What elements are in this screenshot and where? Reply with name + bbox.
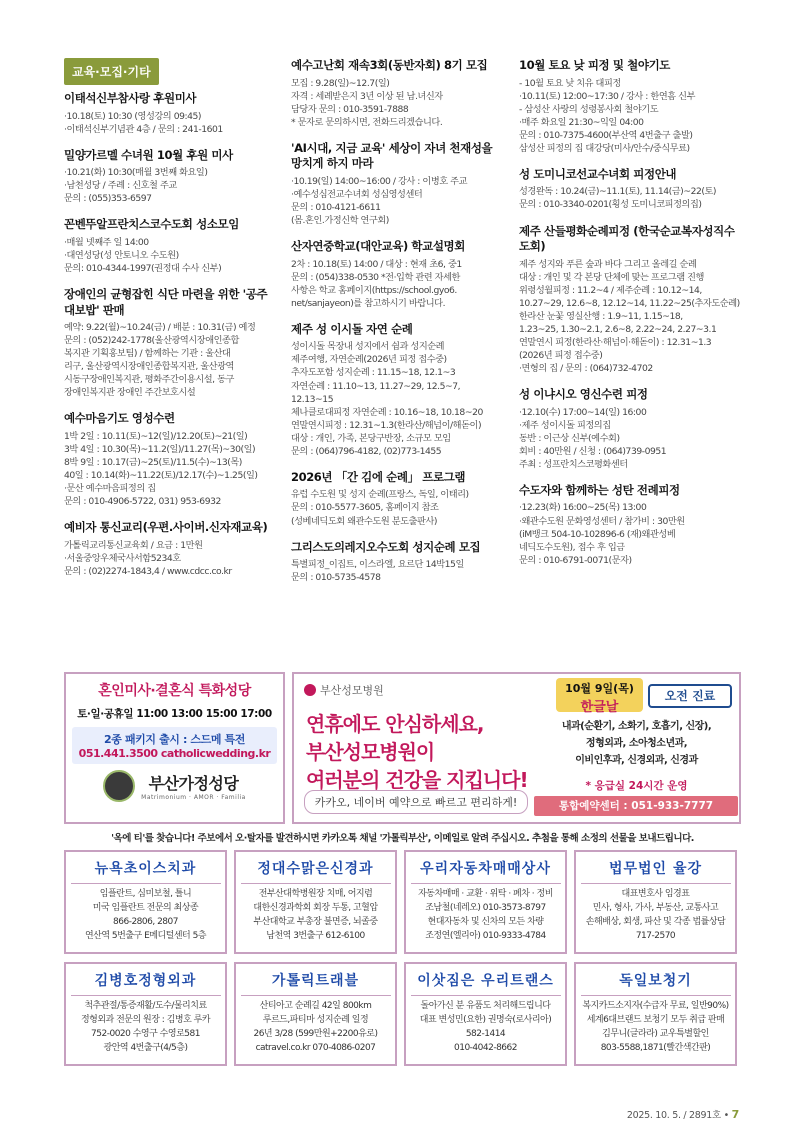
article-line: (2026년 피정 접수중) — [519, 350, 603, 361]
hospital-dept-line: 정형외과, 소아청소년과, — [585, 738, 688, 749]
article-line: ·10.11(토) 12:00~17:30 / 강사 : 한연흠 신부 — [519, 90, 696, 102]
hospital-call-center[interactable]: 통합예약센터 : 051-933-7777 — [534, 796, 738, 816]
business-ad-card[interactable] — [234, 962, 397, 1066]
article — [291, 141, 503, 227]
business-info — [406, 888, 565, 944]
business-ad-card[interactable] — [64, 850, 227, 954]
article — [64, 287, 278, 399]
article-line: ·면형의 집 / 문의 : (064)732-4702 — [519, 363, 653, 375]
article-line: 대상 : 개인 및 각 본당 단체에 맞는 프로그램 진행 — [519, 271, 704, 283]
article-line: (성베네딕도회 왜관수도원 분도출판사) — [291, 515, 438, 527]
article-title: 성 이냐시오 영신수련 피정 — [519, 387, 648, 402]
article — [291, 540, 503, 585]
business-info-line: 민사, 형사, 가사, 부동산, 교통사고 — [592, 902, 719, 913]
business-info-line: 대한신경과학회 회장 두통, 고혈압 — [253, 902, 378, 913]
hospital-dept-line: 내과(순환기, 소화기, 호흡기, 신장), — [561, 721, 712, 732]
article-line: ·왜관수도원 문화영성센터 / 참가비 : 30만원 — [519, 515, 685, 527]
article-line: ·제주 성이시돌 피정의집 — [519, 419, 611, 431]
business-info-line: 임플란트, 심미보철, 틀니 — [99, 889, 192, 899]
article-line: 성경완독 : 10.24(금)~11.1(토), 11.14(금)~22(토) — [519, 186, 717, 198]
business-info — [66, 888, 225, 944]
article-title: 'AI시대, 지금 교육' 세상이 자녀 천재성을 망치게 하지 마라 — [291, 140, 493, 171]
article — [519, 224, 741, 376]
article-line: ·문산 예수마음피정의 집 — [64, 483, 156, 495]
business-info-line: 복지카드소지자(수급자 무료, 일반90%) — [582, 1001, 729, 1011]
article-title: 제주 성 이시돌 자연 순례 — [291, 321, 413, 336]
page-footer — [627, 1107, 739, 1121]
business-info-line: 정형외과 전문의 원장 : 김병호 루카 — [80, 1014, 211, 1025]
business-info — [236, 1000, 395, 1056]
business-info-line: 전부산대학병원장 치매, 어지럼 — [258, 889, 373, 899]
business-info — [66, 1000, 225, 1056]
article — [519, 387, 741, 471]
business-name: 뉴욕초이스치과 — [94, 861, 197, 877]
hospital-logo — [304, 682, 384, 698]
article-title: 장애인의 균형잡힌 식단 마련을 위한 '공주 대보밥' 판매 — [64, 287, 268, 317]
article-line: 문의 : (055)353-6597 — [64, 193, 152, 205]
article-title: 꼰벤뚜알프란치스코수도회 성소모임 — [64, 217, 239, 232]
article-line: 회비 : 40만원 / 신청 : (064)739-0951 — [519, 445, 667, 457]
business-info-line: 대표변호사 임경표 — [621, 889, 690, 899]
article-line: 문의: 010-4344-1997(권정대 수사 신부) — [64, 262, 222, 274]
business-name: 김병호정형외과 — [94, 973, 197, 989]
business-info-line: 미국 임플란트 전문의 최상종 — [92, 902, 199, 913]
typo-notice: '옥에 티'를 찾습니다! 주보에서 오·탈자를 발견하시면 카카오톡 채널 '가톨릭부산', 이메일로 알려 주십시오. 추첨을 통해 소정의 선물을 보내드립니다. — [111, 833, 694, 844]
business-info-line: 연산역 5번출구 E메디털센터 5층 — [84, 930, 207, 941]
article-line: 유럽 수도원 및 성지 순례(프랑스, 독일, 이태리) — [291, 489, 469, 501]
article-title: 예수마음기도 영성수련 — [64, 411, 175, 426]
article-line: 추자도포함 성지순례 : 11.15~18, 12.1~3 — [291, 367, 456, 379]
article — [519, 483, 741, 567]
hospital-ad[interactable] — [292, 672, 741, 824]
business-name: 우리자동차매매상사 — [420, 861, 551, 877]
hospital-date-badge — [556, 678, 643, 715]
business-info-line: 산티아고 순례길 42일 800km — [259, 1001, 372, 1011]
business-info-line: 손해배상, 회생, 파산 및 각종 법률상담 — [585, 916, 726, 927]
business-info-line: 803-5588,1871(빨간색간판) — [600, 1042, 711, 1053]
article — [64, 520, 278, 578]
article-line: 1.23~25, 1.30~2.1, 2.6~8, 2.22~24, 2.27~3.1 — [519, 323, 717, 335]
wedding-ad-brand-sub: Matrimonium · AMOR · Familia — [141, 794, 246, 801]
business-info — [576, 888, 735, 944]
divider — [71, 995, 221, 996]
wedding-ad-contact: 051.441.3500 catholicwedding.kr — [78, 747, 271, 760]
article-line: ·이태석신부기념관 4층 / 문의 : 241-1601 — [64, 123, 223, 135]
business-ad-card[interactable] — [234, 850, 397, 954]
article-line: 문의 : (054)338-0530 *전·입학 관련 자세한 — [291, 271, 460, 283]
wedding-ad-promo-box — [72, 727, 277, 764]
article-line: 문의 : 010-5735-4578 — [291, 572, 381, 584]
article-line: 담당자 문의 : 010-3591-7888 — [291, 103, 409, 115]
article-line: 한라산 눈꽃 영실산행 : 1.9~11, 1.15~18, — [519, 310, 683, 322]
article-line: (몸.혼인.가정신학 연구회) — [291, 214, 389, 226]
business-ad-card[interactable] — [404, 962, 567, 1066]
article — [291, 58, 503, 129]
hospital-logo-text: 부산성모병원 — [320, 684, 384, 697]
hospital-headline-3: 여러분의 건강을 지킵니다! — [306, 768, 528, 792]
business-info-line: 582-1414 — [465, 1028, 506, 1039]
article-line: 3박 4일 : 10.30(목)~11.2(일)/11.27(목)~30(일) — [64, 444, 256, 456]
article-line: 문의 : 010-6791-0071(문자) — [519, 554, 632, 566]
business-info-line: 010-4042-8662 — [454, 1042, 517, 1053]
article-line: 사항은 학교 홈페이지(https://school.gyo6. — [291, 284, 457, 296]
article-line: ·10.21(화) 10:30(매월 3번째 화요일) — [64, 167, 208, 179]
wedding-ad-title: 혼인미사·결혼식 특화성당 — [98, 683, 251, 699]
article-title: 예비자 통신교리(우편.사이버.신자재교육) — [64, 520, 268, 535]
article-line: 동반 : 이근상 신부(예수회) — [519, 432, 620, 444]
article-line: ·12.23(화) 16:00~25(목) 13:00 — [519, 502, 647, 514]
business-name: 독일보청기 — [619, 973, 692, 989]
article-title: 산자연중학교(대안교육) 학교설명회 — [291, 239, 465, 254]
article-line: 주최 : 성프란치스코평화센터 — [519, 458, 628, 470]
article-line: ·10.19(일) 14:00~16:00 / 강사 : 이병호 주교 — [291, 175, 468, 187]
article-line: * 문자로 문의하시면, 전화드리겠습니다. — [291, 116, 443, 128]
article-line: ·12.10(수) 17:00~14(일) 16:00 — [519, 406, 647, 418]
wedding-ad[interactable] — [64, 672, 285, 824]
column-3 — [519, 58, 741, 579]
divider — [581, 995, 731, 996]
business-info-line: 척추관절/통증재활/도수/물리치료 — [84, 1001, 207, 1011]
business-info-line: 세계6대브랜드 보청기 모두 취급 판매 — [586, 1014, 725, 1025]
business-name: 이삿짐은 우리트랜스 — [417, 973, 554, 989]
article — [64, 217, 278, 275]
article-line: 자연순례 : 11.10~13, 11.27~29, 12.5~7, 12.13~15 — [291, 380, 461, 405]
article-line: 1박 2일 : 10.11(토)~12(일)/12.20(토)~21(일) — [64, 430, 248, 442]
business-ad-card[interactable] — [574, 962, 737, 1066]
hospital-date: 10월 9일(목) — [565, 682, 634, 695]
business-info-line: 돌아가신 분 유품도 처리해드립니다 — [420, 1001, 551, 1011]
article-line: 연말연시 피정(한라산·해넘이·해돋이) : 12.31~1.3 — [519, 336, 712, 348]
business-ad-card[interactable] — [64, 962, 227, 1066]
article-title: 2026년 「간 김에 순례」 프로그램 — [291, 469, 466, 484]
divider — [411, 995, 561, 996]
article-line: 문의 : (052)242-1778(울산광역시장애인종합 — [64, 335, 239, 347]
article-line: 대상 : 개인, 가족, 본당구반장, 소규모 모임 — [291, 432, 451, 444]
article-line: ·서울중앙우체국사서함5234호 — [64, 552, 181, 564]
business-ad-card[interactable] — [574, 850, 737, 954]
article-line: 문의 : 010-4906-5722, 031) 953-6932 — [64, 496, 221, 508]
article-line: ·매주 화요일 21:30~익일 04:00 — [519, 116, 644, 128]
article-line: ·남천성당 / 주례 : 신호철 주교 — [64, 180, 177, 192]
article-line: 위령성월피정 : 11.2~4 / 제주순례 : 10.12~14, — [519, 284, 702, 296]
article-line: 복지관 기획홍보팀) / 함께하는 기관 : 울산대 — [64, 348, 231, 360]
hospital-reserve-note: 카카오, 네이버 예약으로 빠르고 편리하게! — [304, 790, 528, 814]
wedding-ad-promo: 2종 패키지 출시 : 스드메 특전 — [104, 733, 245, 746]
business-info-line: 26년 3/28 (599만원+2200유로) — [253, 1028, 378, 1039]
column-1 — [64, 58, 278, 590]
business-info-line: 남천역 3번출구 612-6100 — [266, 930, 365, 941]
article-line: 문의 : 010-4121-6611 — [291, 201, 381, 213]
article-title: 밀양가르멜 수녀원 10월 후원 미사 — [64, 147, 233, 162]
issue-date: 2025. 10. 5. / 2891호 • — [626, 1110, 729, 1121]
col1-articles — [64, 91, 278, 578]
article-line: 2차 : 10.18(토) 14:00 / 대상 : 현재 초6, 중1 — [291, 258, 462, 270]
article-line: 삼성산 피정의 집 대강당(미사/안수/중식무료) — [519, 142, 690, 154]
col3-articles — [519, 58, 741, 567]
article-line: 문의 : (064)796-4182, (02)773-1455 — [291, 445, 442, 457]
article — [64, 148, 278, 206]
article — [519, 167, 741, 212]
article-title: 수도자와 함께하는 성탄 전례피정 — [519, 482, 680, 497]
article-line: 모집 : 9.28(일)~12.7(일) — [291, 77, 390, 89]
article-line: 문의 : 010-5577-3605, 홈페이지 참조 — [291, 502, 439, 514]
section-tag: 교육·모집·기타 — [64, 58, 159, 85]
business-info-line: 752-0020 수영구 수영로581 — [91, 1028, 200, 1039]
hospital-departments — [534, 718, 739, 769]
divider — [241, 883, 391, 884]
article-line: 자격 : 세례받은지 3년 이상 된 남.녀신자 — [291, 90, 443, 102]
business-info-line: 조정연(엘리아) 010-9333-4784 — [425, 930, 546, 941]
article — [291, 470, 503, 528]
hospital-emergency: * 응급실 24시간 운영 — [585, 780, 688, 792]
business-name: 가톨릭트래블 — [271, 973, 360, 989]
article — [64, 91, 278, 136]
hospital-dept-line: 이비인후과, 신경외과, 신경과 — [575, 755, 698, 766]
article-line: (iM뱅크 504-10-102896-6 (재)왜관성베 — [519, 528, 676, 540]
hospital-am-badge: 오전 진료 — [648, 684, 732, 708]
business-ad-card[interactable] — [404, 850, 567, 954]
article-line: 문의 : (02)2274-1843,4 / www.cdcc.co.kr — [64, 565, 232, 577]
article-title: 이태석신부참사랑 후원미사 — [64, 91, 197, 105]
article-line: 가톨릭교리통신교육회 / 요금 : 1만원 — [64, 539, 203, 551]
page-number: 7 — [731, 1108, 739, 1121]
hospital-mark-icon — [304, 684, 316, 696]
article-line: net/sanjayeon)를 참고하시기 바랍니다. — [291, 297, 446, 309]
article-title: 예수고난회 재속3회(동반자회) 8기 모집 — [291, 58, 488, 72]
business-info-line: catravel.co.kr 070-4086-0207 — [255, 1042, 376, 1053]
business-info-line: 717-2570 — [635, 930, 676, 941]
article — [291, 239, 503, 310]
article-line: 문의 : 010-7375-4600(부산역 4번출구 출발) — [519, 129, 693, 141]
article-line: ·매월 넷째주 일 14:00 — [64, 236, 149, 248]
hospital-headline-2: 부산성모병원이 — [306, 740, 435, 764]
hospital-headline-1: 연휴에도 안심하세요, — [306, 712, 484, 736]
business-info-line: 루르드,파티마 성지순례 일정 — [262, 1014, 369, 1025]
business-info — [236, 888, 395, 944]
article — [291, 322, 503, 458]
business-info — [576, 1000, 735, 1056]
divider — [71, 883, 221, 884]
business-info-line: 조남철(네레오) 010-3573-8797 — [425, 902, 546, 913]
business-info-line: 광안역 4번출구(4/5층) — [103, 1042, 188, 1053]
article-line: 제주 성지와 푸른 숲과 바다 그리고 올레길 순례 — [519, 258, 697, 270]
article-line: ·10.18(토) 10:30 (영성강의 09:45) — [64, 110, 202, 122]
article-line: - 10월 토요 낮 치유 대피정 — [519, 77, 621, 89]
church-emblem-icon — [103, 770, 135, 802]
article-line: ·대연성당(성 안토니오 수도원) — [64, 249, 179, 261]
col2-articles — [291, 58, 503, 584]
hospital-holiday: 한글날 — [580, 700, 619, 715]
article-line: 네딕도수도원), 접수 후 입금 — [519, 541, 625, 553]
business-name: 정대수맑은신경과 — [257, 861, 374, 877]
business-info-line: 김무니(글라라) 교우특별할인 — [602, 1028, 709, 1039]
article-title: 제주 산들평화순례피정 (한국순교복자성직수도회) — [519, 223, 735, 254]
divider — [411, 883, 561, 884]
article-line: 체나클로대피정 자연순례 : 10.16~18, 10.18~20 — [291, 406, 483, 418]
article-line: 특별피정_이집트, 이스라엘, 요르단 14박15일 — [291, 559, 464, 571]
article-title: 그리스도의레지오수도회 성지순례 모집 — [291, 539, 481, 554]
business-name: 법무법인 율강 — [608, 861, 703, 877]
wedding-ad-logo — [72, 770, 277, 802]
business-info — [406, 1000, 565, 1056]
article-line: 장애인복지관 장애인 주간보호시설 — [64, 387, 196, 399]
wedding-ad-brand: 부산가정성당 — [148, 774, 239, 793]
article-line: 40일 : 10.14(화)~11.22(토)/12.17(수)~1.25(일) — [64, 470, 258, 482]
article-line: 성이시돌 목장내 성지에서 쉼과 성지순례 — [291, 341, 445, 353]
article-line: 10.27~29, 12.6~8, 12.12~14, 11.22~25(추자도순례) — [519, 297, 740, 309]
business-info-line: 866-2806, 2807 — [113, 916, 178, 927]
business-info-line: 대표 변성민(요한) 권명숙(로사리아) — [419, 1014, 552, 1025]
article-title: 성 도미니코선교수녀회 피정안내 — [519, 166, 677, 181]
article-line: - 삼성산 사랑의 성령봉사회 철야기도 — [519, 103, 659, 115]
business-info-line: 자동차매매 · 교환 · 위탁 · 폐차 · 정비 — [418, 889, 553, 899]
article-line: 예약: 9.22(월)~10.24(금) / 배분 : 10.31(금) 예정 — [64, 322, 256, 334]
article-line: 리구, 울산광역시장애인종합복지관, 울산광역 — [64, 361, 234, 373]
business-info-line: 현대자동차 및 신차의 모든 차량 — [427, 916, 544, 927]
wedding-ad-times: 토·일·공휴일 11:00 13:00 15:00 17:00 — [77, 708, 272, 720]
article-line: 8박 9일 : 10.17(금)~25(토)/11.5(수)~13(목) — [64, 457, 242, 469]
article-line: 연말연시피정 : 12.31~1.3(한라산/해넘이/해돋이) — [291, 419, 482, 431]
article-title: 10월 토요 낮 피정 및 철야기도 — [519, 58, 671, 72]
article-line: 문의 : 010-3340-0201(횡성 도미니코피정의집) — [519, 199, 702, 211]
article — [519, 58, 741, 155]
article-line: 제주여행, 자연순례(2026년 피정 접수중) — [291, 354, 447, 366]
article-line: ·예수성심전교수녀회 성심영성센터 — [291, 188, 423, 200]
article — [64, 411, 278, 508]
column-2 — [291, 58, 503, 596]
divider — [581, 883, 731, 884]
article-line: 시동구장애인복지관, 평화주간이용시설, 동구 — [64, 374, 234, 386]
business-info-line: 부산대학교 부총장 불면증, 뇌졸중 — [253, 916, 378, 927]
divider — [241, 995, 391, 996]
